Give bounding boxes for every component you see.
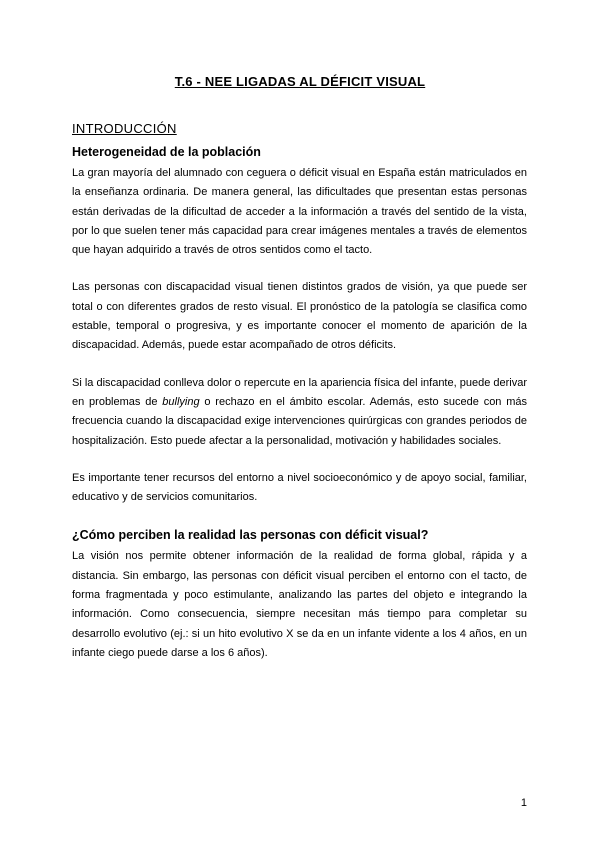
- page-number: 1: [520, 797, 527, 809]
- paragraph-3: [72, 374, 527, 451]
- subheading-percepcion: ¿Cómo perciben la realidad las personas con déficit visual?: [72, 528, 429, 543]
- subheading-heterogeneidad: Heterogeneidad de la población: [72, 145, 261, 159]
- paragraph-5: La visión nos permite obtener información de la realidad de forma global, rápida y a distancia. Sin embargo, las personas con déficit visual perciben el entorno con el tacto, de forma fragmentada y poco estimulante, analizando las partes del objeto e integrando la información. Como consecuencia, siempre necesitan más tiempo para completar su desarrollo evolutivo (ej.: si un hito evolutivo X se da en un infante vidente a los 4 años, en un infante ciego puede darse a los 6 años).: [72, 550, 527, 659]
- paragraph-3-end: o rechazo en el ámbito escolar. Además, esto sucede con más frecuencia cuando la discapacidad exige intervenciones quirúrgicas con grandes periodos de hospitalización. Esto puede afectar a la personalidad, motivación y habilidades sociales.: [72, 395, 528, 447]
- document-body: [72, 144, 527, 663]
- paragraph-3-start: Si la discapacidad conlleva dolor o repercute en la apariencia física del infante, puede derivar en problemas de: [72, 376, 527, 408]
- bullying-emphasis: bullying: [162, 395, 200, 408]
- paragraph-1: La gran mayoría del alumnado con ceguera o déficit visual en España están matriculados en la enseñanza ordinaria. De manera general, las dificultades que presentan estas personas están derivadas de la dificultad de acceder a la información a través del sentido de la vista, por lo que suelen tener más capacidad para crear imágenes mentales a través de elementos que hayan adquirido a través de otros sentidos como el tacto.: [72, 167, 527, 257]
- paragraph-2: Las personas con discapacidad visual tienen distintos grados de visión, ya que puede ser total o con diferentes grados de resto visual. El pronóstico de la patología se clasifica como estable, temporal o progresiva, y es importante conocer el momento de aparición de la discapacidad. Además, puede estar acompañado de otros déficits.: [72, 281, 527, 352]
- section-heading-introduccion: INTRODUCCIÓN: [72, 121, 177, 136]
- document-title: T.6 - NEE LIGADAS AL DÉFICIT VISUAL: [174, 74, 426, 89]
- paragraph-4: Es importante tener recursos del entorno a nivel socioeconómico y de apoyo social, familiar, educativo y de servicios comunitarios.: [72, 471, 527, 504]
